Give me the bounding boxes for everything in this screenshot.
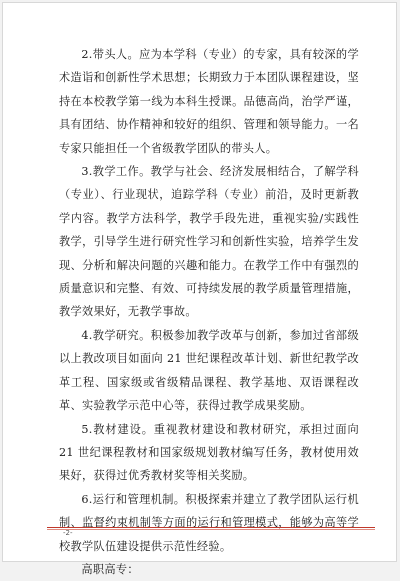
- footer-divider: [47, 527, 375, 528]
- paragraph-vocational-heading: 高职高专：: [81, 562, 139, 576]
- page-number: -2-: [63, 529, 73, 537]
- paragraph-operation-mechanism: 6.运行和管理机制。积极探索并建立了教学团队运行机制、监督约束机制等方面的运行和管理模式，能够为高等学校教学队伍建设提供示范性经验。: [59, 492, 359, 553]
- paragraph-leader: 2.带头人。应为本学科（专业）的专家，具有较深的学术造诣和创新性学术思想；长期致力于本团队课程建设，坚持在本校教学第一线为本科生授课。品德高尚，治学严谨，具有团结、协作精神和较好的组织、管理和领导能力。一名专家只能担任一个省级教学团队的带头人。: [59, 48, 359, 155]
- paragraph-teaching-work: 3.教学工作。教学与社会、经济发展相结合，了解学科（专业）、行业现状，追踪学科（专业）前沿，及时更新教学内容。教学方法科学，教学手段先进，重视实验/实践性教学，引导学生进行研究性学习和创新性实验，培养学生发现、分析和解决问题的兴趣和能力。在教学工作中有强烈的质量意识和完整、有效、可持续发展的教学质量管理措施，教学效果好，无教学事故。: [59, 165, 359, 319]
- paragraph-textbook-construction: 5.教材建设。重视教材建设和教材研究，承担过面向 21 世纪课程教材和国家级规划教材编写任务，教材使用效果好，获得过优秀教材奖等相关奖励。: [59, 422, 363, 483]
- footer-divider-secondary: [47, 529, 375, 530]
- document-page: [2, 2, 397, 576]
- paragraph-teaching-research: 4.教学研究。积极参加教学改革与创新，参加过省部级以上教改项目如面向 21 世纪课程改革计划、新世纪教学改革工程、国家级或省级精品课程、教学基地、双语课程改革、实验教学示范中心等，获得过教学成果奖励。: [59, 328, 359, 413]
- document-body: [59, 43, 363, 581]
